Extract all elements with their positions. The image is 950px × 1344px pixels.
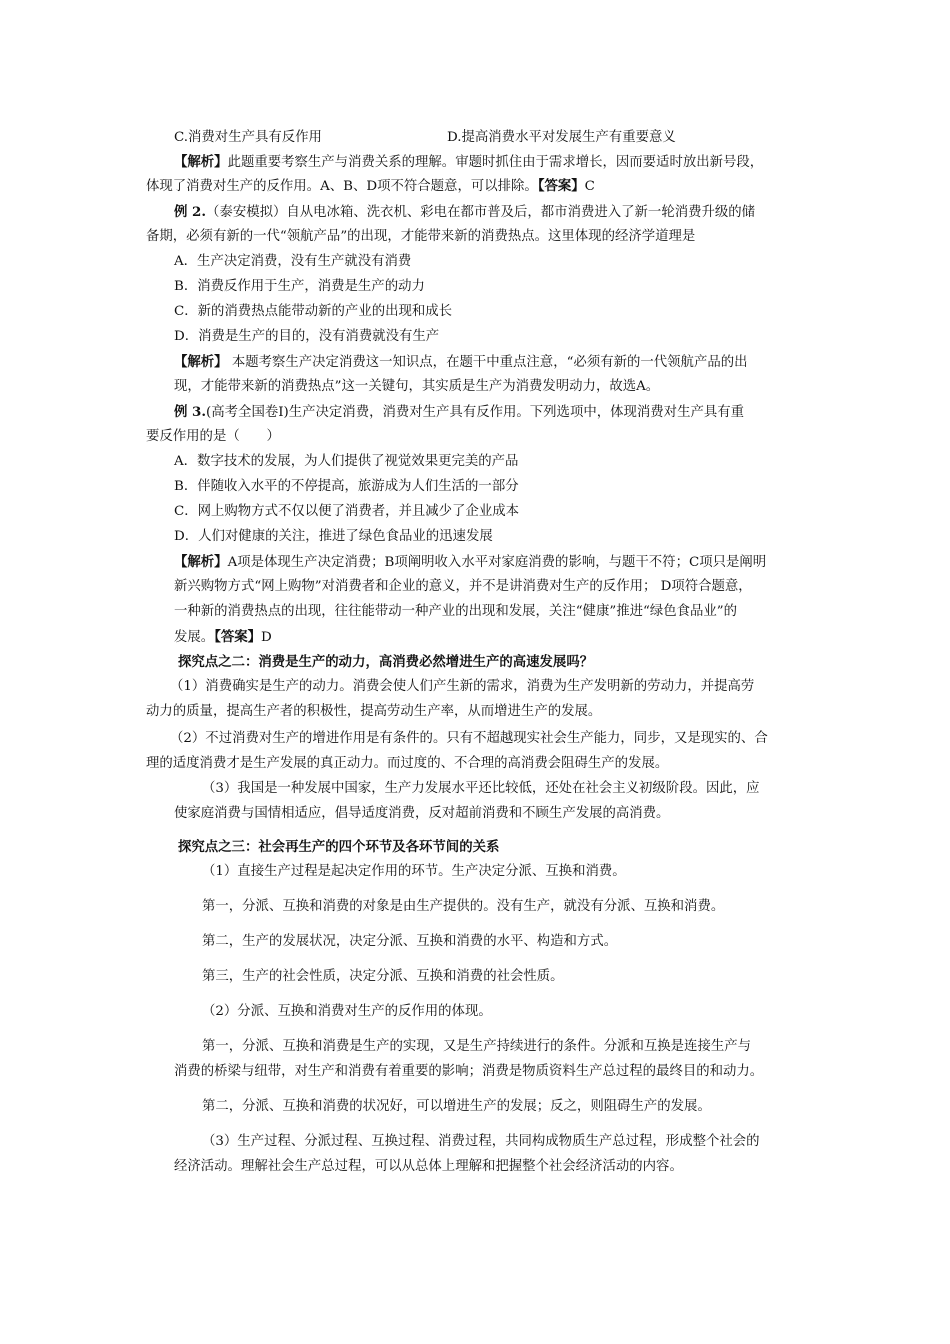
sec3-p3-line1: （3）生产过程、分派过程、互换过程、消费过程，共同构成物质生产总过程，形成整个社会的: [202, 1134, 760, 1149]
ex3-analysis-line1: 【解析】A项是体现生产决定消费；B项阐明收入水平对家庭消费的影响，与题干不符；C项只是阐明: [174, 554, 767, 570]
sec3-p2a-line1: 第一，分派、互换和消费是生产的实现，又是生产持续进行的条件。分派和互换是连接生产与: [202, 1039, 752, 1054]
sec3-p1a: 第一，分派、互换和消费的对象是由生产提供的。没有生产，就没有分派、互换和消费。: [202, 899, 725, 914]
section2-title: 探究点之二：消费是生产的动力，高消费必然增进生产的高速发展吗？: [178, 654, 594, 670]
ex3-option-d: D．人们对健康的关注，推进了绿色食品业的迅速发展: [174, 529, 493, 544]
analysis-label: 【解析】: [174, 354, 228, 370]
ex3-analysis-line4: 发展。【答案】D: [174, 629, 272, 645]
analysis-label: 【解析】: [174, 154, 228, 170]
ex3-question-line1: 例 3.(高考全国卷Ⅰ)生产决定消费，消费对生产具有反作用。下列选项中，体现消费对生产具有重: [174, 404, 745, 420]
ex2-question-line2: 备期，必须有新的一代“领航产品”的出现，才能带来新的消费热点。这里体现的经济学道理是: [146, 229, 696, 244]
analysis-label: 【解析】: [174, 554, 228, 570]
example-label: 例 3.: [174, 404, 207, 420]
sec2-p3-line2: 使家庭消费与国情相适应，倡导适度消费，反对超前消费和不顾生产发展的高消费。: [174, 806, 670, 821]
sec3-p1: （1）直接生产过程是起决定作用的环节。生产决定分派、互换和消费。: [202, 864, 626, 879]
ex2-option-c: C．新的消费热点能带动新的产业的出现和成长: [174, 304, 453, 319]
ex1-analysis-line2: 体现了消费对生产的反作用。A、B、D项不符合题意，可以排除。【答案】C: [146, 178, 595, 194]
sec2-p1-line1: （1）消费确实是生产的动力。消费会使人们产生新的需求，消费为生产发明新的劳动力，并提高劳: [170, 679, 755, 694]
ex2-analysis-line1: 【解析】 本题考察生产决定消费这一知识点，在题干中重点注意，“必须有新的一代领航产品的出: [174, 354, 748, 370]
ex1-analysis-line1: 【解析】此题重要考察生产与消费关系的理解。审题时抓住由于需求增长，因而要适时放出新号段，: [174, 154, 764, 170]
answer-label: 【答案】: [214, 629, 262, 645]
ex2-option-a: A．生产决定消费，没有生产就没有消费: [174, 254, 412, 269]
option-d-ex1: D.提高消费水平对发展生产有重要意义: [447, 130, 676, 145]
example-label: 例 2.: [174, 204, 207, 220]
answer-value: D: [261, 630, 272, 645]
sec3-p1c: 第三，生产的社会性质，决定分派、互换和消费的社会性质。: [202, 969, 564, 984]
answer-value: C: [584, 179, 595, 194]
ex3-option-a: A．数字技术的发展，为人们提供了视觉效果更完美的产品: [174, 454, 519, 469]
ex2-question-line1: 例 2.（泰安模拟）自从电冰箱、洗衣机、彩电在都市普及后，都市消费进入了新一轮消费升级的储: [174, 204, 756, 220]
ex3-option-b: B．伴随收入水平的不停提高，旅游成为人们生活的一部分: [174, 479, 519, 494]
ex2-option-d: D．消费是生产的目的，没有消费就没有生产: [174, 329, 440, 344]
answer-label: 【答案】: [537, 178, 585, 194]
ex2-option-b: B．消费反作用于生产，消费是生产的动力: [174, 279, 425, 294]
ex3-question-line2: 要反作用的是（ ）: [146, 429, 280, 444]
sec3-p3-line2: 经济活动。理解社会生产总过程，可以从总体上理解和把握整个社会经济活动的内容。: [174, 1159, 683, 1174]
sec2-p2-line2: 理的适度消费才是生产发展的真正动力。而过度的、不合理的高消费会阻碍生产的发展。: [146, 756, 669, 771]
sec2-p2-line1: （2）不过消费对生产的增进作用是有条件的。只有不超越现实社会生产能力，同步，又是现实的、合: [170, 731, 768, 746]
sec3-p1b: 第二，生产的发展状况，决定分派、互换和消费的水平、构造和方式。: [202, 934, 618, 949]
ex3-analysis-line2: 新兴购物方式“网上购物”对消费者和企业的意义，并不是讲消费对生产的反作用； D项符合题意，: [174, 579, 752, 594]
ex3-option-c: C．网上购物方式不仅以便了消费者，并且减少了企业成本: [174, 504, 520, 519]
sec3-p2b: 第二，分派、互换和消费的状况好，可以增进生产的发展；反之，则阻碍生产的发展。: [202, 1099, 711, 1114]
option-c-ex1: C.消费对生产具有反作用: [174, 130, 322, 145]
sec2-p3-line1: （3）我国是一种发展中国家，生产力发展水平还比较低，还处在社会主义初级阶段。因此，应: [202, 781, 760, 796]
ex2-analysis-line2: 现，才能带来新的消费热点”这一关键句，其实质是生产为消费发明动力，故选A。: [174, 379, 660, 394]
section3-title: 探究点之三：社会再生产的四个环节及各环节间的关系: [178, 839, 500, 855]
sec3-p2: （2）分派、互换和消费对生产的反作用的体现。: [202, 1004, 492, 1019]
sec2-p1-line2: 动力的质量，提高生产者的积极性，提高劳动生产率，从而增进生产的发展。: [146, 704, 602, 719]
sec3-p2a-line2: 消费的桥梁与纽带，对生产和消费有着重要的影响；消费是物质资料生产总过程的最终目的和动力。: [174, 1064, 764, 1079]
ex3-analysis-line3: 一种新的消费热点的出现，往往能带动一种产业的出现和发展，关注“健康”推进“绿色食品业”的: [174, 604, 738, 619]
